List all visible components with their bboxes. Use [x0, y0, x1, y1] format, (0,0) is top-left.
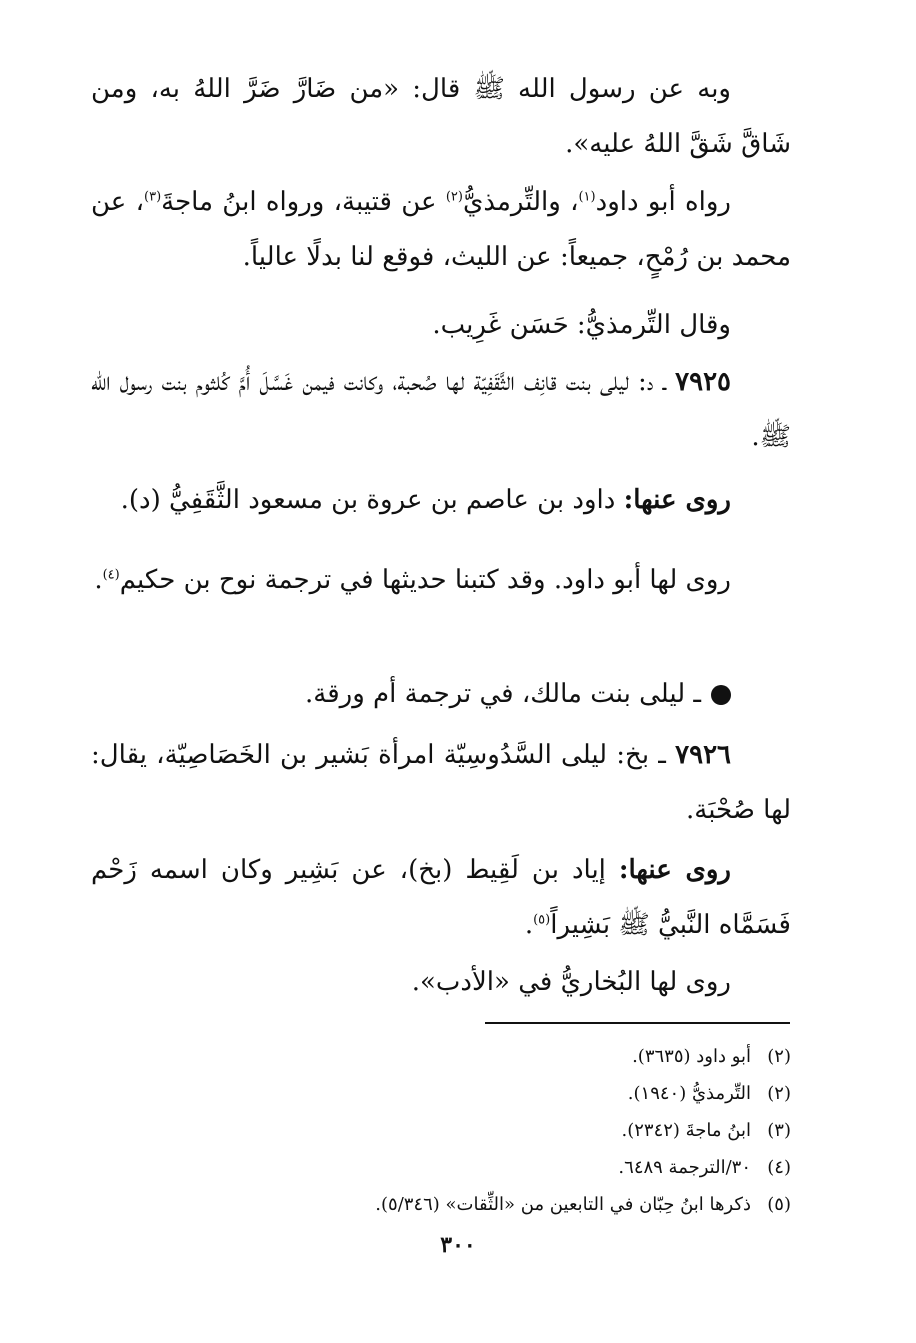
- footnote-item: [91, 1149, 791, 1186]
- paragraph-narrators: روى عنها: داود بن عاصم بن عروة بن مسعود الثَّقَفِيُّ (د).: [120, 485, 731, 515]
- bullet-icon: [711, 685, 731, 705]
- footnote-mark: (٢): [767, 1083, 791, 1104]
- footnote-ref-4[interactable]: (٤): [102, 567, 120, 583]
- footnote-ref-5[interactable]: (٥): [533, 912, 551, 928]
- footnote-mark: (٤): [767, 1157, 791, 1178]
- entry-number: ٧٩٢٥: [675, 367, 731, 397]
- entry-number: ٧٩٢٦: [675, 740, 731, 770]
- footnote-item: [91, 1075, 791, 1112]
- footnote-item: [91, 1112, 791, 1149]
- footnote-text: أبو داود (٣٦٣٥).: [632, 1046, 751, 1067]
- footnote-item: [91, 1038, 791, 1075]
- entry-7926: ٧٩٢٦ ـ بخ: ليلى السَّدُوسِيّة امرأة بَشير بن الخَصَاصِيّة، يقال: لها صُحْبَة.: [91, 740, 791, 825]
- footnote-ref-1[interactable]: (١): [578, 189, 596, 205]
- footnote-text: ذكرها ابنُ حِبّان في التابعين من «الثِّقات» (٥/٣٤٦).: [375, 1194, 751, 1215]
- paragraph-narrators: روى عنها: إياد بن لَقِيط (بخ)، عن بَشِير وكان اسمه زَحْم فَسَمَّاه النَّبيُّ ﷺ بَشِيراً$^{(٥)}$.: [91, 855, 791, 940]
- footnote-divider: [485, 1022, 790, 1024]
- page-number: ٣٠٠: [440, 1232, 476, 1258]
- paragraph-narrated-by: روى لها البُخاريُّ في «الأدب».: [411, 967, 731, 997]
- footnote-mark: (٥): [767, 1194, 791, 1215]
- paragraph-hadith: [91, 62, 791, 172]
- footnote-ref-2[interactable]: (٢): [445, 189, 463, 205]
- footnote-mark: (٣): [767, 1120, 791, 1141]
- footnote-mark: (٢): [767, 1046, 791, 1067]
- paragraph-narration: رواه أبو داود$^{(١)}$، والتِّرمذيُّ$^{(٢)}$ عن قتيبة، ورواه ابنُ ماجةَ$^{(٣)}$، عن محمد بن رُمْحٍ، جميعاً: عن الليث، فوقع لنا بدلًا عالياً.: [91, 187, 791, 272]
- entry-7925: ٧٩٢٥ ـ د: ليلى بنت قانِف الثَّقَفِيّة لها صُحبة، وكانت فيمن غَسَّلَ أُمَّ كُلثوم بنت رسول الله ﷺ.: [91, 367, 791, 452]
- footnote-item: [91, 1186, 791, 1223]
- hadith-text: وبه عن رسول الله ﷺ قال: «من ضَارَّ ضَرَّ اللهُ به، ومن شَاقَّ شَقَّ اللهُ عليه».: [91, 74, 791, 159]
- footnotes: [91, 1038, 791, 1223]
- paragraph-cross-reference: ـ ليلى بنت مالك، في ترجمة أم ورقة.: [91, 667, 791, 722]
- narrators-label: روى عنها:: [623, 485, 731, 515]
- footnote-text: ٣٠/الترجمة ٦٤٨٩.: [618, 1157, 751, 1178]
- paragraph-grading: وقال التِّرمذيُّ: حَسَن غَرِيب.: [432, 310, 731, 340]
- narrators-label: روى عنها:: [618, 855, 731, 885]
- footnote-ref-3[interactable]: (٣): [144, 189, 162, 205]
- footnote-text: التِّرمذيُّ (١٩٤٠).: [627, 1083, 751, 1104]
- paragraph-narrated-by: روى لها أبو داود. وقد كتبنا حديثها في ترجمة نوح بن حكيم$^{(٤)}$.: [94, 565, 731, 595]
- footnote-text: ابنُ ماجةَ (٢٣٤٢).: [621, 1120, 751, 1141]
